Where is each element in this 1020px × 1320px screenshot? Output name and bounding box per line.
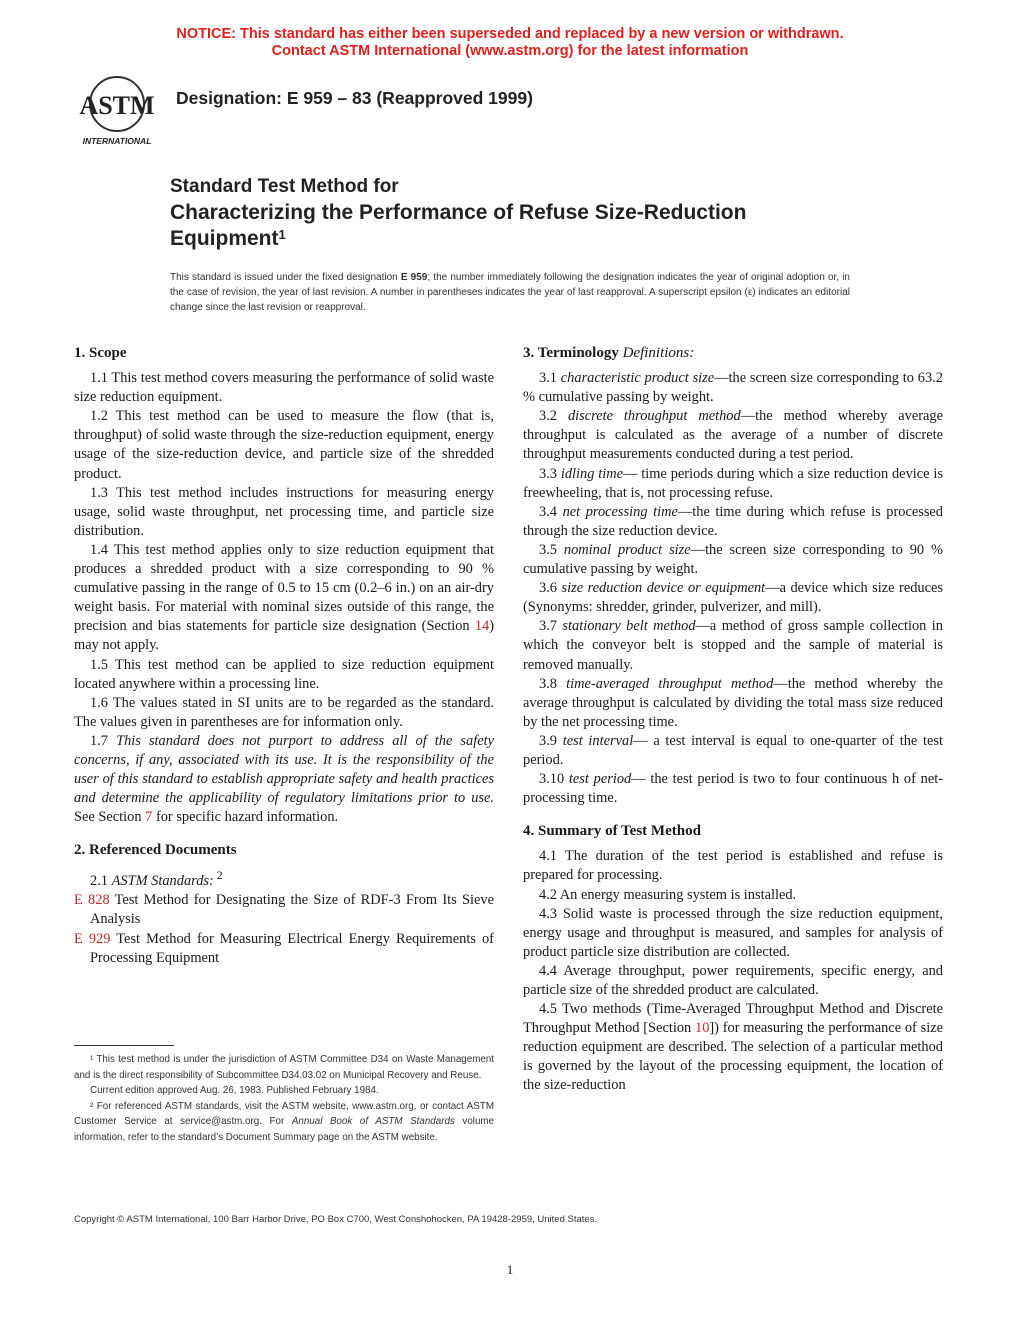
- footnote-1: ¹ This test method is under the jurisdiction of ASTM Committee D34 on Waste Management and is the direct responsibility of Subcommittee D34.03.02 on Municipal Recovery and Reuse.: [74, 1054, 494, 1081]
- definition-term: stationary belt method: [562, 618, 696, 635]
- section-10-link[interactable]: 10: [695, 1020, 710, 1037]
- definition-term: idling time: [560, 465, 624, 482]
- issued-part-2: ; the number immediately following the designation indicates the year of original adoption or, in the case of revision, the year of last revision. A number in parentheses indicates the year of last reapproval. A superscript epsilon (ε) indicates an editorial change since the last revision or reapproval.: [170, 272, 850, 313]
- reference-e828-title: Test Method for Designating the Size of RDF-3 From Its Sieve Analysis: [90, 892, 494, 928]
- definitions-label: Definitions:: [618, 345, 695, 361]
- definition-number: 3.1: [539, 370, 561, 387]
- title-footnote-mark: 1: [278, 227, 286, 242]
- title-line-1: Standard Test Method for: [170, 176, 399, 197]
- definition-text: —a device which size reduces (Synonyms: shredder, grinder, pulverizer, and mill).: [523, 580, 943, 616]
- definition-3-5: [523, 541, 943, 579]
- section-7-link[interactable]: 7: [145, 809, 153, 826]
- definition-number: 3.2: [539, 408, 568, 425]
- definition-3-1: [523, 369, 943, 407]
- paragraph-4-5-text: 4.5 Two methods (Time-Averaged Throughput Method and Discrete Throughput Method [Section: [523, 1001, 943, 1037]
- issued-part-1: This standard is issued under the fixed designation: [170, 272, 401, 283]
- issued-note: [170, 270, 850, 315]
- paragraph-1-1: 1.1 This test method covers measuring the performance of solid waste size reduction equipment.: [74, 370, 494, 406]
- paragraph-2-1-number: 2.1: [90, 873, 112, 890]
- e929-link[interactable]: E 929: [74, 930, 111, 947]
- paragraph-2-1: [74, 866, 494, 891]
- definition-3-9: [523, 732, 943, 770]
- footnote-2-end: volume information, refer to the standard’s Document Summary page on the ASTM website.: [74, 1116, 495, 1143]
- title-line-2: Characterizing the Performance of Refuse Size-Reduction: [170, 201, 747, 224]
- paragraph-4-1: 4.1 The duration of the test period is established and refuse is prepared for processing.: [523, 848, 943, 884]
- section-14-link[interactable]: 14: [474, 618, 490, 635]
- definition-text: —the time during which refuse is processed through the size reduction device.: [523, 503, 943, 539]
- definition-number: 3.8: [539, 675, 567, 692]
- logo-text: ASTM: [79, 91, 155, 120]
- right-column: [523, 344, 943, 1096]
- definition-term: discrete throughput method: [567, 408, 741, 425]
- paragraph-1-7: [74, 732, 494, 827]
- left-column: [74, 344, 494, 968]
- reference-e828: [74, 891, 494, 929]
- document-title: [170, 174, 870, 252]
- footnote-1-edition: Current edition approved Aug. 26, 1983. Published February 1984.: [90, 1085, 379, 1096]
- footnote-2: [74, 1099, 494, 1146]
- definition-text: —the method whereby the average throughput is calculated by dividing the total mass size reduced by the net processing time.: [523, 675, 943, 730]
- footnotes: [74, 1052, 494, 1145]
- section-heading-referenced-documents: 2. Referenced Documents: [74, 842, 237, 859]
- definition-term: time-averaged throughput method: [566, 675, 774, 692]
- definition-text: —a method of gross sample collection in which the conveyor belt is stopped and the sample of material is removed manually.: [523, 618, 943, 673]
- definition-term: size reduction device or equipment: [561, 580, 766, 597]
- definition-text: — time periods during which a size reduction device is freewheeling, that is, not processing refuse.: [523, 465, 943, 501]
- reference-e929-title: Test Method for Measuring Electrical Energy Requirements of Processing Equipment: [90, 930, 494, 966]
- paragraph-1-5: 1.5 This test method can be applied to size reduction equipment located anywhere within a processing line.: [74, 656, 494, 692]
- e828-link[interactable]: E 828: [74, 892, 110, 909]
- footnote-2-book-title: Annual Book of ASTM Standards: [291, 1116, 455, 1127]
- page-number: 1: [506, 1262, 514, 1277]
- definition-3-3: [523, 465, 943, 503]
- withdrawal-notice: [0, 26, 1020, 60]
- paragraph-1-4: [74, 541, 494, 656]
- issued-designation: E 959: [400, 272, 428, 283]
- definition-3-2: [523, 407, 943, 464]
- notice-line-2: Contact ASTM International (www.astm.org) for the latest information: [271, 43, 749, 59]
- footnote-mark-2: 2: [213, 868, 223, 883]
- definition-text: — the test period is two to four continuous h of net-processing time.: [523, 771, 944, 807]
- definition-3-4: [523, 503, 943, 541]
- footnote-divider: [74, 1045, 174, 1046]
- paragraph-1-2: 1.2 This test method can be used to measure the flow (that is, throughput) of solid waste through the size-reduction equipment, energy usage of the size-reduction device, and particle size of the shredded product.: [74, 408, 494, 482]
- safety-caveat: This standard does not purport to address all of the safety concerns, if any, associated with its use. It is the responsibility of the user of this standard to establish appropriate safety and health practices and determine the applicability of regulatory limitations prior to use.: [74, 732, 494, 807]
- reference-e929: [74, 930, 494, 968]
- definition-term: test period: [568, 771, 632, 788]
- definition-text: —the screen size corresponding to 63.2 % cumulative passing by weight.: [523, 370, 943, 406]
- definition-text: —the method whereby average throughput is calculated as the average of a number of discrete throughput measurements conducted during a test period.: [523, 408, 943, 463]
- section-heading-summary: 4. Summary of Test Method: [523, 823, 701, 840]
- paragraph-4-3: 4.3 Solid waste is processed through the size reduction equipment, energy usage and throughput is measured, and samples for analysis of product particle size distribution are collected.: [523, 905, 943, 960]
- definition-number: 3.3: [539, 465, 561, 482]
- paragraph-1-4-end: ) may not apply.: [74, 618, 494, 654]
- paragraph-1-7-end: for specific hazard information.: [152, 809, 339, 826]
- definition-number: 3.6: [539, 580, 562, 597]
- notice-line-1: NOTICE: This standard has either been superseded and replaced by a new version or withdrawn.: [176, 26, 844, 42]
- paragraph-4-5-end: ]) for measuring the performance of size reduction equipment are described. The selection of a particular method is governed by the layout of the processing equipment, the location of the size-reduction: [523, 1020, 943, 1094]
- logo-subtext: INTERNATIONAL: [82, 136, 152, 146]
- definition-term: net processing time: [562, 503, 678, 520]
- terminology-heading-text: 3. Terminology: [523, 345, 619, 361]
- definition-text: — a test interval is equal to one-quarter of the test period.: [523, 732, 944, 768]
- definition-3-10: [523, 770, 943, 808]
- definition-number: 3.10: [539, 771, 569, 788]
- paragraph-1-7-number: 1.7: [90, 732, 117, 749]
- definition-number: 3.9: [539, 732, 563, 749]
- section-heading-scope: 1. Scope: [74, 345, 127, 361]
- paragraph-4-2: 4.2 An energy measuring system is installed.: [539, 886, 797, 903]
- definition-3-8: [523, 675, 943, 732]
- astm-standards-label: ASTM Standards:: [111, 873, 214, 890]
- title-line-3-text: Equipment: [170, 227, 279, 250]
- astm-logo: [76, 74, 158, 148]
- definition-number: 3.5: [539, 541, 564, 558]
- definition-3-7: [523, 617, 943, 674]
- title-line-3: [170, 226, 870, 252]
- paragraph-1-4-text: 1.4 This test method applies only to size reduction equipment that produces a shredded product with a size corresponding to 90 % cumulative passing in the range of 0.5 to 15 cm (0.2–6 in.) on an air-dry weight basis. For material with nominal sizes outside of this range, the precision and bias statements for particle size designation (Section: [74, 541, 494, 635]
- definition-term: nominal product size: [563, 541, 691, 558]
- footnote-2-text: ² For referenced ASTM standards, visit the ASTM website, www.astm.org, or contact ASTM Customer Service at service@astm.org. For: [74, 1100, 494, 1127]
- paragraph-4-5: [523, 1000, 943, 1095]
- paragraph-1-6: 1.6 The values stated in SI units are to be regarded as the standard. The values given in parentheses are for information only.: [74, 694, 494, 730]
- definition-number: 3.4: [539, 503, 563, 520]
- definition-number: 3.7: [539, 618, 563, 635]
- copyright-notice: Copyright © ASTM International, 100 Barr Harbor Drive, PO Box C700, West Conshohocken, PA 19428-2959, United States.: [74, 1214, 598, 1225]
- definition-text: —the screen size corresponding to 90 % cumulative passing by weight.: [523, 541, 944, 578]
- paragraph-4-4: 4.4 Average throughput, power requirements, specific energy, and particle size of the shredded product are calculated.: [523, 962, 943, 998]
- paragraph-1-3: 1.3 This test method includes instructions for measuring energy usage, solid waste throughput, net processing time, and particle size distribution.: [74, 484, 494, 539]
- section-heading-terminology: [523, 344, 943, 363]
- definition-3-6: [523, 579, 943, 617]
- definition-term: characteristic product size: [560, 370, 715, 387]
- paragraph-1-7-text: See Section: [74, 809, 146, 826]
- designation: Designation: E 959 – 83 (Reapproved 1999): [176, 88, 533, 108]
- definition-term: test interval: [562, 732, 634, 749]
